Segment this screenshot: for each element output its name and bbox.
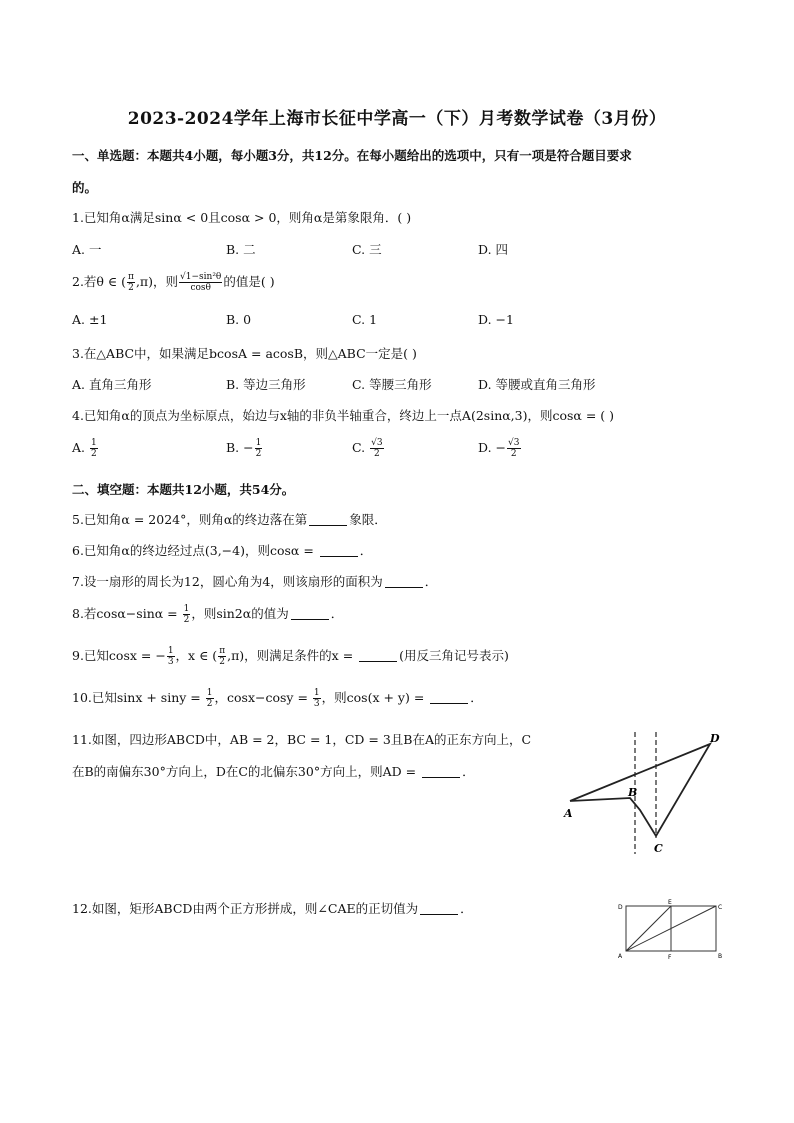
- question-4: 4.已知角α的顶点为坐标原点，始边与x轴的非负半轴重合，终边上一点A(2sinα,3)，则cosα = ( ): [72, 408, 615, 423]
- q4-b-num: 1: [255, 438, 262, 448]
- q10-mid: ，cosx−cosy =: [214, 690, 312, 705]
- q5-answer-blank[interactable]: [309, 513, 347, 526]
- q12-text: 12.如图，矩形ABCD由两个正方形拼成，则∠CAE的正切值为: [72, 901, 419, 916]
- q4-c-den: 2: [373, 449, 380, 459]
- q2-option-b: B. 0: [226, 312, 252, 327]
- q8-answer-blank[interactable]: [291, 607, 329, 620]
- question-1: 1.已知角α满足sinα < 0且cosα > 0，则角α是第象限角．( ): [72, 210, 412, 225]
- q12-suffix: ．: [460, 901, 473, 916]
- q3-option-b: B. 等边三角形: [226, 377, 306, 392]
- q1-option-c: C. 三: [352, 242, 382, 257]
- q4-d-sign: −: [495, 440, 507, 455]
- q12-label-e: E: [668, 899, 672, 906]
- q2-prefix: 2.若θ ∈ (: [72, 274, 127, 289]
- q7-text: 7.设一扇形的周长为12，圆心角为4，则该扇形的面积为: [72, 574, 383, 589]
- q3-option-a: A. 直角三角形: [72, 377, 152, 392]
- q4-a-label: A.: [72, 440, 86, 455]
- q6-suffix: ．: [359, 543, 373, 558]
- q4-d-num: √3: [508, 438, 520, 448]
- q11-label-d: D: [710, 732, 720, 745]
- page-title: 2023-2024学年上海市长征中学高一（下）月考数学试卷（3月份）: [127, 109, 667, 129]
- q9-mid1: ，x ∈ (: [175, 648, 218, 663]
- q2-expr-den: cosθ: [190, 283, 211, 293]
- q8-suffix: ．: [330, 606, 344, 621]
- section1-heading: 一、单选题：本题共4小题，每小题3分，共12分。在每小题给出的选项中，只有一项是符合题目要求: [72, 148, 632, 163]
- question-12: [72, 899, 473, 917]
- q2-pi-den: 2: [128, 283, 134, 293]
- q4-option-d: [478, 438, 522, 459]
- q8-den: 2: [183, 615, 190, 625]
- q10-text: 10.已知sinx + siny =: [72, 690, 205, 705]
- question-8: [72, 604, 343, 625]
- q2-expr-num: √1−sin²θ: [180, 272, 222, 282]
- q11-quadrilateral: [570, 744, 710, 836]
- q3-option-c: C. 等腰三角形: [352, 377, 432, 392]
- question-9: [72, 646, 509, 667]
- q4-b-frac: [255, 438, 263, 459]
- q3-option-d: D. 等腰或直角三角形: [478, 377, 596, 392]
- question-3: 3.在△ABC中，如果满足bcosA = acosB，则△ABC一定是( ): [72, 346, 417, 361]
- q4-option-b: [226, 438, 263, 459]
- question-10: [72, 688, 483, 709]
- q2-pi-num: π: [128, 272, 134, 282]
- q4-b-den: 2: [255, 449, 262, 459]
- section2-heading: 二、填空题：本题共12小题，共54分。: [72, 482, 295, 497]
- q9-suffix: (用反三角记号表示): [399, 648, 509, 663]
- q2-option-c: C. 1: [352, 312, 378, 327]
- q4-b-label: B.: [226, 440, 240, 455]
- q10-mid2: ，则cos(x + y) =: [321, 690, 429, 705]
- q11-text: 在B的南偏东30°方向上，D在C的北偏东30°方向上，则AD =: [72, 764, 421, 779]
- q12-label-d: D: [618, 904, 623, 911]
- q10-frac2: [313, 688, 321, 709]
- q4-d-den: 2: [510, 449, 517, 459]
- q9-den: 3: [167, 657, 174, 667]
- q11-suffix: ．: [462, 764, 475, 779]
- question-11-cont: [72, 762, 475, 780]
- q4-option-c: [352, 438, 385, 459]
- q6-answer-blank[interactable]: [320, 544, 358, 557]
- q11-label-a: A: [564, 807, 573, 820]
- q12-label-a: A: [618, 953, 623, 960]
- q2-pi-half: [127, 272, 135, 293]
- q4-option-a: [72, 438, 99, 459]
- q2-expression: [179, 272, 222, 293]
- q2-mid: ,π)，则: [135, 274, 179, 289]
- q11-label-c: C: [654, 842, 663, 855]
- q5-text: 5.已知角α = 2024°，则角α的终边落在第: [72, 512, 308, 527]
- question-5: [72, 510, 387, 528]
- q9-pi-num: π: [219, 646, 226, 656]
- q7-answer-blank[interactable]: [385, 575, 423, 588]
- q12-label-f: F: [668, 954, 672, 961]
- q2-suffix: 的值是( ): [223, 274, 275, 289]
- q9-text: 9.已知cosx = −: [72, 648, 166, 663]
- q9-pi-den: 2: [219, 657, 226, 667]
- q10-answer-blank[interactable]: [430, 691, 468, 704]
- q10-d1: 2: [206, 699, 213, 709]
- q2-option-d: D. −1: [478, 312, 514, 327]
- q10-suffix: ．: [470, 690, 483, 705]
- q11-label-b: B: [628, 786, 638, 799]
- q4-d-frac: [507, 438, 520, 459]
- q1-option-d: D. 四: [478, 242, 509, 257]
- q9-answer-blank[interactable]: [359, 649, 397, 662]
- q7-suffix: ．: [424, 574, 438, 589]
- q4-c-label: C.: [352, 440, 366, 455]
- q11-answer-blank[interactable]: [422, 765, 460, 778]
- q4-a-den: 2: [91, 449, 97, 459]
- q8-mid: ，则sin2α的值为: [191, 606, 289, 621]
- q1-option-a: A. 一: [72, 242, 102, 257]
- q2-option-a: A. ±1: [72, 312, 108, 327]
- q1-option-b: B. 二: [226, 242, 256, 257]
- question-6: [72, 541, 372, 559]
- q4-c-frac: [370, 438, 383, 459]
- q10-n1: 1: [206, 688, 213, 698]
- q8-text: 8.若cosα−sinα =: [72, 606, 182, 621]
- q12-rectangle-figure: [614, 896, 726, 962]
- q10-d2: 3: [313, 699, 320, 709]
- question-7: [72, 572, 437, 590]
- q9-mid2: ,π)，则满足条件的x =: [227, 648, 358, 663]
- q11-quadrilateral-figure: [560, 728, 730, 858]
- q12-label-b: B: [718, 953, 723, 960]
- q12-segment-ae: [626, 906, 671, 951]
- q4-a-frac: [90, 438, 98, 459]
- q4-a-num: 1: [91, 438, 97, 448]
- q4-d-label: D.: [478, 440, 492, 455]
- q9-num: 1: [167, 646, 174, 656]
- q4-b-sign: −: [243, 440, 254, 455]
- q12-answer-blank[interactable]: [420, 902, 458, 915]
- q10-n2: 1: [313, 688, 320, 698]
- q8-num: 1: [183, 604, 190, 614]
- q4-c-num: √3: [371, 438, 383, 448]
- q5-suffix: 象限．: [349, 512, 387, 527]
- q9-frac: [167, 646, 175, 667]
- question-2: [72, 272, 275, 293]
- q10-frac1: [206, 688, 214, 709]
- q12-label-c: C: [718, 904, 723, 911]
- section1-heading-cont: 的。: [72, 180, 98, 195]
- question-11: 11.如图，四边形ABCD中，AB = 2，BC = 1，CD = 3且B在A的正东方向上，C: [72, 732, 532, 747]
- q6-text: 6.已知角α的终边经过点(3,−4)，则cosα =: [72, 543, 318, 558]
- q8-frac: [183, 604, 191, 625]
- q9-pi-frac: [218, 646, 226, 667]
